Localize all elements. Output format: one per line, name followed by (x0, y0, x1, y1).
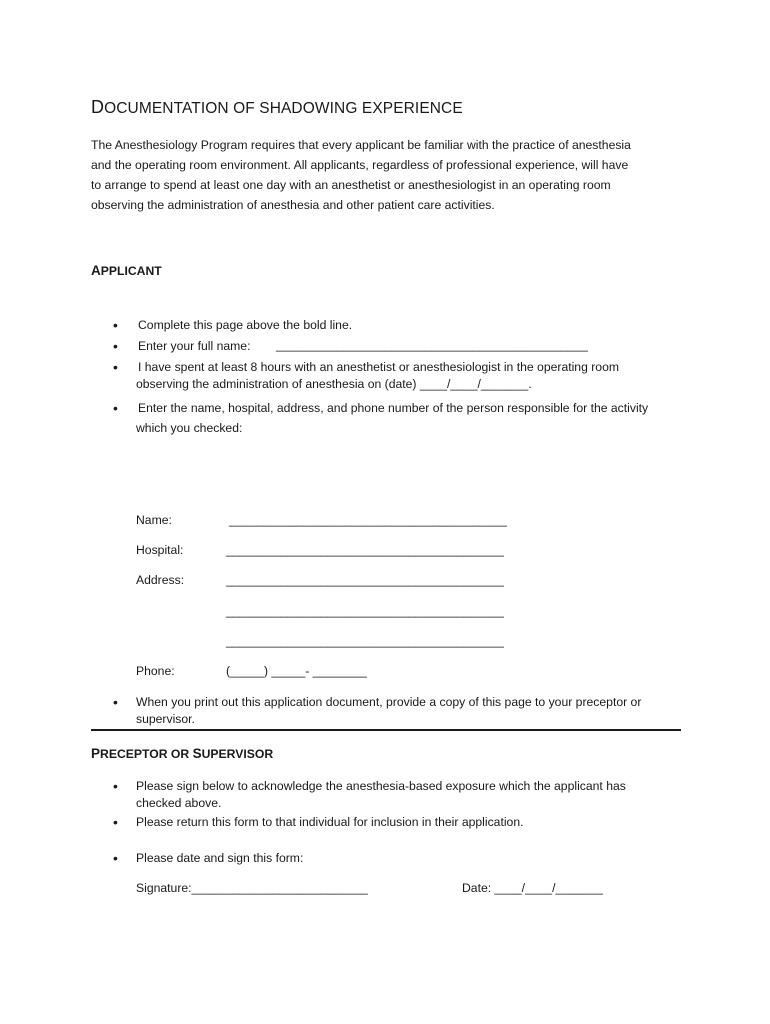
name-label: Name: (136, 513, 172, 527)
supervisor-heading-text: UPERVISOR (201, 747, 274, 761)
bullet-icon: • (113, 338, 118, 354)
bullet-icon: • (113, 850, 118, 866)
applicant-item-responsible-line1: Enter the name, hospital, address, and phone number of the person responsible for the activity (138, 401, 649, 415)
preceptor-heading (91, 746, 273, 761)
intro-paragraph (91, 135, 681, 215)
applicant-item-responsible-line2: which you checked: (136, 421, 243, 435)
page-title (91, 97, 463, 118)
signature-field[interactable]: Signature:__________________________ (136, 881, 368, 895)
phone-label: Phone: (136, 664, 175, 678)
applicant-heading (91, 263, 162, 278)
address-field-line1[interactable]: _________________________________________ (226, 573, 504, 587)
hospital-field[interactable]: _________________________________________ (226, 543, 504, 557)
bullet-icon: • (113, 359, 118, 375)
print-instruction-line2: supervisor. (136, 712, 195, 726)
bullet-icon: • (113, 317, 118, 333)
bullet-icon: • (113, 694, 118, 710)
address-field-line2[interactable]: _________________________________________ (226, 604, 504, 618)
bold-divider-line (91, 729, 681, 731)
phone-field[interactable]: (_____) _____- ________ (226, 664, 367, 678)
applicant-item-complete: Complete this page above the bold line. (138, 318, 353, 332)
intro-line-3: to arrange to spend at least one day with an anesthetist or anesthesiologist in an operating room (91, 178, 611, 192)
title-text: OCUMENTATION OF SHADOWING EXPERIENCE (104, 100, 463, 117)
date-field[interactable]: Date: ____/____/_______ (462, 881, 603, 895)
address-field-line3[interactable]: _________________________________________ (226, 634, 504, 648)
name-field[interactable]: _________________________________________ (229, 513, 507, 527)
preceptor-heading-initial: P (91, 746, 101, 761)
supervisor-heading-initial: S (192, 746, 202, 761)
applicant-item-hours-line2: observing the administration of anesthesia on (date) ____/____/_______. (136, 377, 532, 391)
applicant-heading-initial: A (91, 263, 101, 278)
title-initial: D (91, 97, 105, 117)
preceptor-item-return: Please return this form to that individual for inclusion in their application. (136, 815, 524, 829)
address-label: Address: (136, 573, 185, 587)
intro-line-2: and the operating room environment. All applicants, regardless of professional experience, will have (91, 158, 629, 172)
intro-line-1: The Anesthesiology Program requires that every applicant be familiar with the practice of anesthesia (91, 138, 631, 152)
preceptor-item-acknowledge-line1: Please sign below to acknowledge the anesthesia-based exposure which the applicant has (136, 779, 626, 793)
applicant-item-hours-line1: I have spent at least 8 hours with an anesthetist or anesthesiologist in the operating room (138, 360, 620, 374)
hospital-label: Hospital: (136, 543, 184, 557)
full-name-field[interactable]: ______________________________________________ (276, 338, 588, 352)
preceptor-heading-text: RECEPTOR OR (100, 747, 193, 761)
bullet-icon: • (113, 400, 118, 416)
bullet-icon: • (113, 814, 118, 830)
applicant-item-full-name-label: Enter your full name: (138, 339, 251, 353)
preceptor-item-date-sign: Please date and sign this form: (136, 851, 304, 865)
print-instruction-line1: When you print out this application document, provide a copy of this page to your preceptor or (136, 695, 642, 709)
intro-line-4: observing the administration of anesthesia and other patient care activities. (91, 198, 495, 212)
preceptor-item-acknowledge-line2: checked above. (136, 796, 222, 810)
applicant-heading-text: PPLICANT (100, 264, 162, 278)
bullet-icon: • (113, 778, 118, 794)
